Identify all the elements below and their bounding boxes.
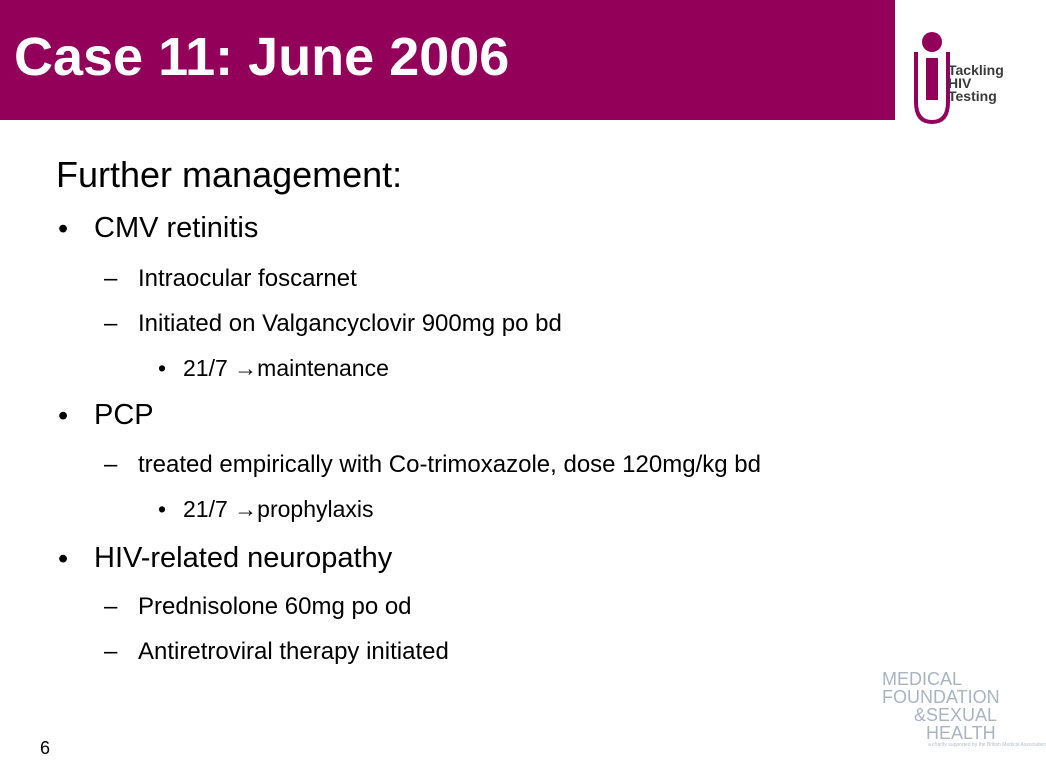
subsub-maintenance: 21/7 →maintenance: [183, 355, 389, 381]
logo-line-1: Tackling: [948, 62, 1004, 78]
bullet-neuropathy: HIV-related neuropathy: [94, 542, 393, 574]
bullet-marker: •: [58, 543, 69, 575]
dash-marker: –: [104, 451, 118, 478]
mfsh-line-2: FOUNDATION: [882, 687, 1000, 707]
slide-title: Case 11: June 2006: [14, 27, 510, 87]
dash-marker: –: [104, 638, 118, 665]
mfsh-line-1: MEDICAL: [882, 669, 963, 689]
bullet-cmv-retinitis: CMV retinitis: [94, 212, 259, 244]
sub-intraocular: Intraocular foscarnet: [138, 265, 357, 292]
content-heading: Further management:: [56, 154, 403, 195]
bullet-marker: •: [158, 496, 167, 522]
sub-valgancyclovir: Initiated on Valgancyclovir 900mg po bd: [138, 310, 562, 337]
page-number: 6: [40, 738, 51, 758]
bullet-marker: •: [58, 400, 69, 432]
mfsh-tagline: a charity supported by the British Medical Association: [928, 742, 1046, 748]
mfsh-line-4: HEALTH: [926, 723, 996, 743]
subsub-prophylaxis: 21/7 →prophylaxis: [183, 496, 374, 522]
logo-line-3: Testing: [948, 88, 997, 104]
sub-antiretroviral: Antiretroviral therapy initiated: [138, 638, 449, 665]
sub-cotrimoxazole: treated empirically with Co-trimoxazole, dose 120mg/kg bd: [138, 451, 761, 478]
medical-foundation-sexual-health-logo: [880, 660, 1046, 752]
dash-marker: –: [104, 310, 118, 337]
dash-marker: –: [104, 265, 118, 292]
bullet-pcp: PCP: [94, 399, 154, 431]
bullet-marker: •: [58, 213, 69, 245]
bullet-marker: •: [158, 355, 167, 381]
dash-marker: –: [104, 593, 118, 620]
mfsh-line-3: &SEXUAL: [914, 705, 998, 725]
sub-prednisolone: Prednisolone 60mg po od: [138, 593, 412, 620]
logo-line-2: HIV: [948, 75, 972, 91]
